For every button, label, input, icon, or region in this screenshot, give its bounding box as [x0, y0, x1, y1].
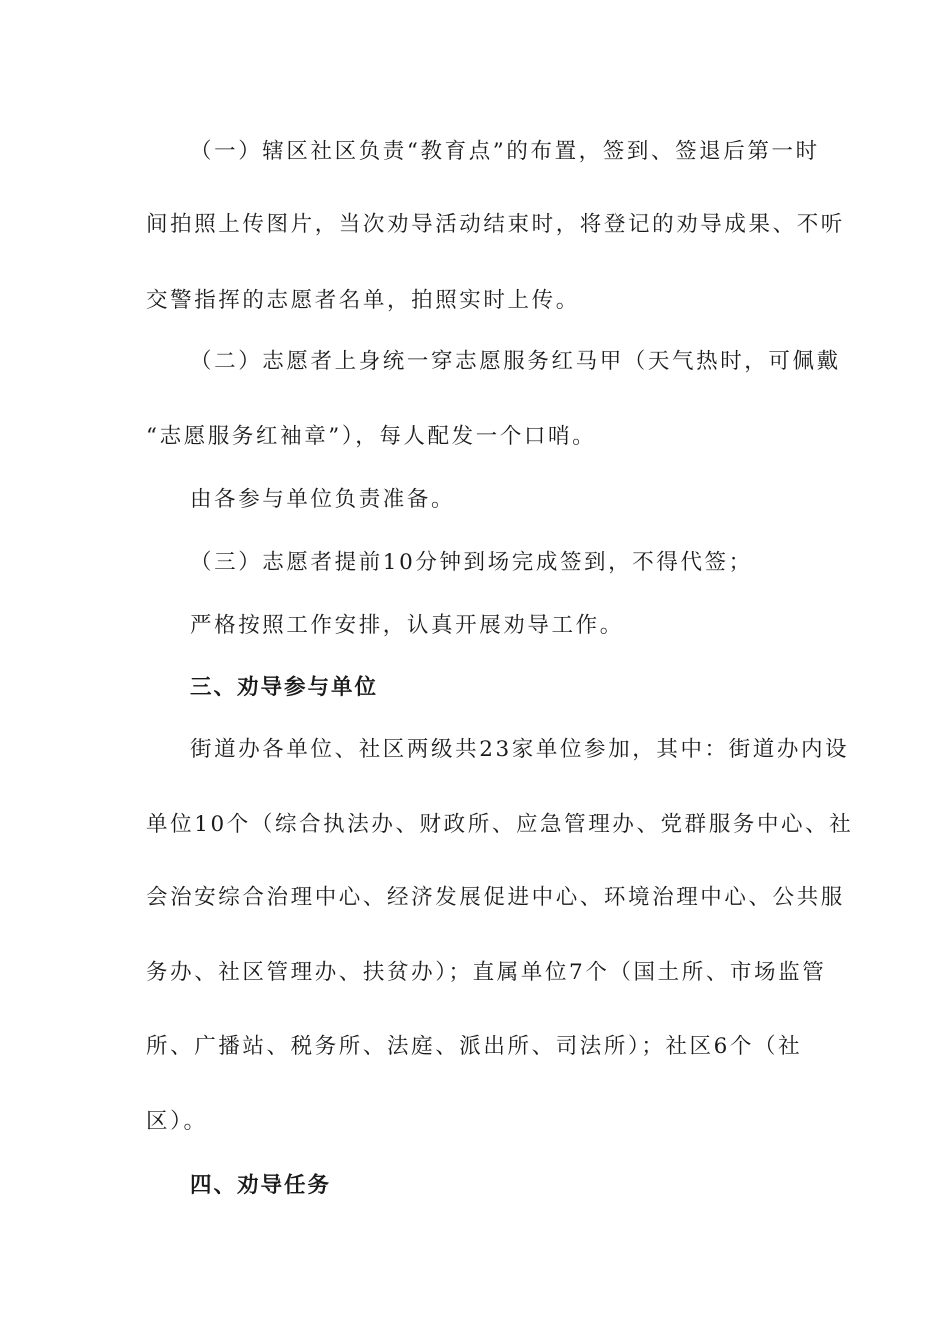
section-heading-4: 四、劝导任务 [190, 1173, 332, 1198]
paragraph-6-line-4: 务办、社区管理办、扶贫办）；直属单位7个（国土所、市场监管 [146, 960, 827, 985]
paragraph-6-line-3: 会治安综合治理中心、经济发展促进中心、环境治理中心、公共服 [146, 885, 845, 910]
paragraph-6-line-2: 单位10个（综合执法办、财政所、应急管理办、党群服务中心、社 [146, 812, 854, 837]
paragraph-6-line-6: 区）。 [146, 1109, 208, 1134]
paragraph-5-line-1: 严格按照工作安排，认真开展劝导工作。 [190, 613, 624, 638]
paragraph-6-line-1: 街道办各单位、社区两级共23家单位参加，其中：街道办内设 [190, 737, 850, 762]
paragraph-1-line-2: 间拍照上传图片，当次劝导活动结束时，将登记的劝导成果、不听 [146, 212, 845, 237]
paragraph-1-line-1: （一）辖区社区负责“教育点”的布置，签到、签退后第一时 [190, 139, 820, 164]
paragraph-6-line-5: 所、广播站、税务所、法庭、派出所、司法所）；社区6个（社 [146, 1034, 803, 1059]
paragraph-4-line-1: （三）志愿者提前10分钟到场完成签到，不得代签； [190, 550, 753, 575]
paragraph-2-line-2: “志愿服务红袖章”），每人配发一个口哨。 [146, 424, 597, 449]
paragraph-2-line-1: （二）志愿者上身统一穿志愿服务红马甲（天气热时，可佩戴 [190, 349, 841, 374]
section-heading-3: 三、劝导参与单位 [190, 675, 379, 700]
paragraph-1-line-3: 交警指挥的志愿者名单，拍照实时上传。 [146, 288, 580, 313]
paragraph-3-line-1: 由各参与单位负责准备。 [190, 487, 456, 512]
